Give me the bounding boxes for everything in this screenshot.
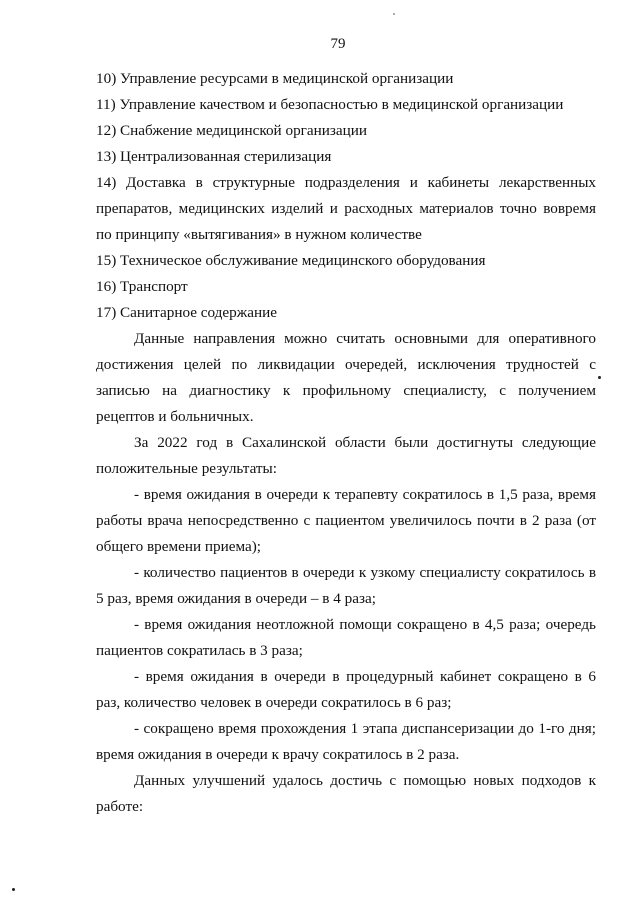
result-item-specialist: - количество пациентов в очереди к узкому специалисту сократилось в 5 раз, время ожидания в очереди – в 4 раза;: [96, 564, 596, 607]
result-item-checkup: - сокращено время прохождения 1 этапа диспансеризации до 1-го дня; время ожидания в очереди к врачу сократилось в 2 раза.: [96, 720, 596, 763]
list-item-11: 11) Управление качеством и безопасностью в медицинской организации: [96, 96, 564, 113]
result-item-therapist: - время ожидания в очереди к терапевту сократилось в 1,5 раза, время работы врача непосредственно с пациентом увеличилось почти в 2 раза (от общего времени приема);: [96, 486, 596, 555]
list-item-15: 15) Техническое обслуживание медицинского оборудования: [96, 252, 486, 269]
list-item-12: 12) Снабжение медицинской организации: [96, 122, 368, 139]
scan-speck: [393, 13, 395, 15]
document-body: [96, 66, 596, 820]
page-number: 79: [330, 36, 346, 52]
list-item-17: 17) Санитарное содержание: [96, 304, 277, 321]
paragraph-directions: Данные направления можно считать основными для оперативного достижения целей по ликвидации очередей, исключения трудностей с записью на диагностику к профильному специалисту, с получением рецептов и больничных.: [96, 330, 596, 425]
list-item-10: 10) Управление ресурсами в медицинской организации: [96, 70, 454, 87]
list-item-13: 13) Централизованная стерилизация: [96, 148, 332, 165]
paragraph-approaches: Данных улучшений удалось достичь с помощью новых подходов к работе:: [96, 772, 596, 815]
scan-speck: [598, 376, 601, 379]
paragraph-results-intro: За 2022 год в Сахалинской области были достигнуты следующие положительные результаты:: [96, 434, 596, 477]
scan-speck: [12, 888, 15, 891]
result-item-urgent-care: - время ожидания неотложной помощи сокращено в 4,5 раза; очередь пациентов сократилась в 3 раза;: [96, 616, 596, 659]
result-item-procedure-room: - время ожидания в очереди в процедурный кабинет сокращено в 6 раз, количество человек в очереди сократилось в 6 раз;: [96, 668, 596, 711]
list-item-16: 16) Транспорт: [96, 278, 188, 295]
list-item-14: 14) Доставка в структурные подразделения и кабинеты лекарственных препаратов, медицинских изделий и расходных материалов точно вовремя по принципу «вытягивания» в нужном количестве: [96, 174, 596, 243]
